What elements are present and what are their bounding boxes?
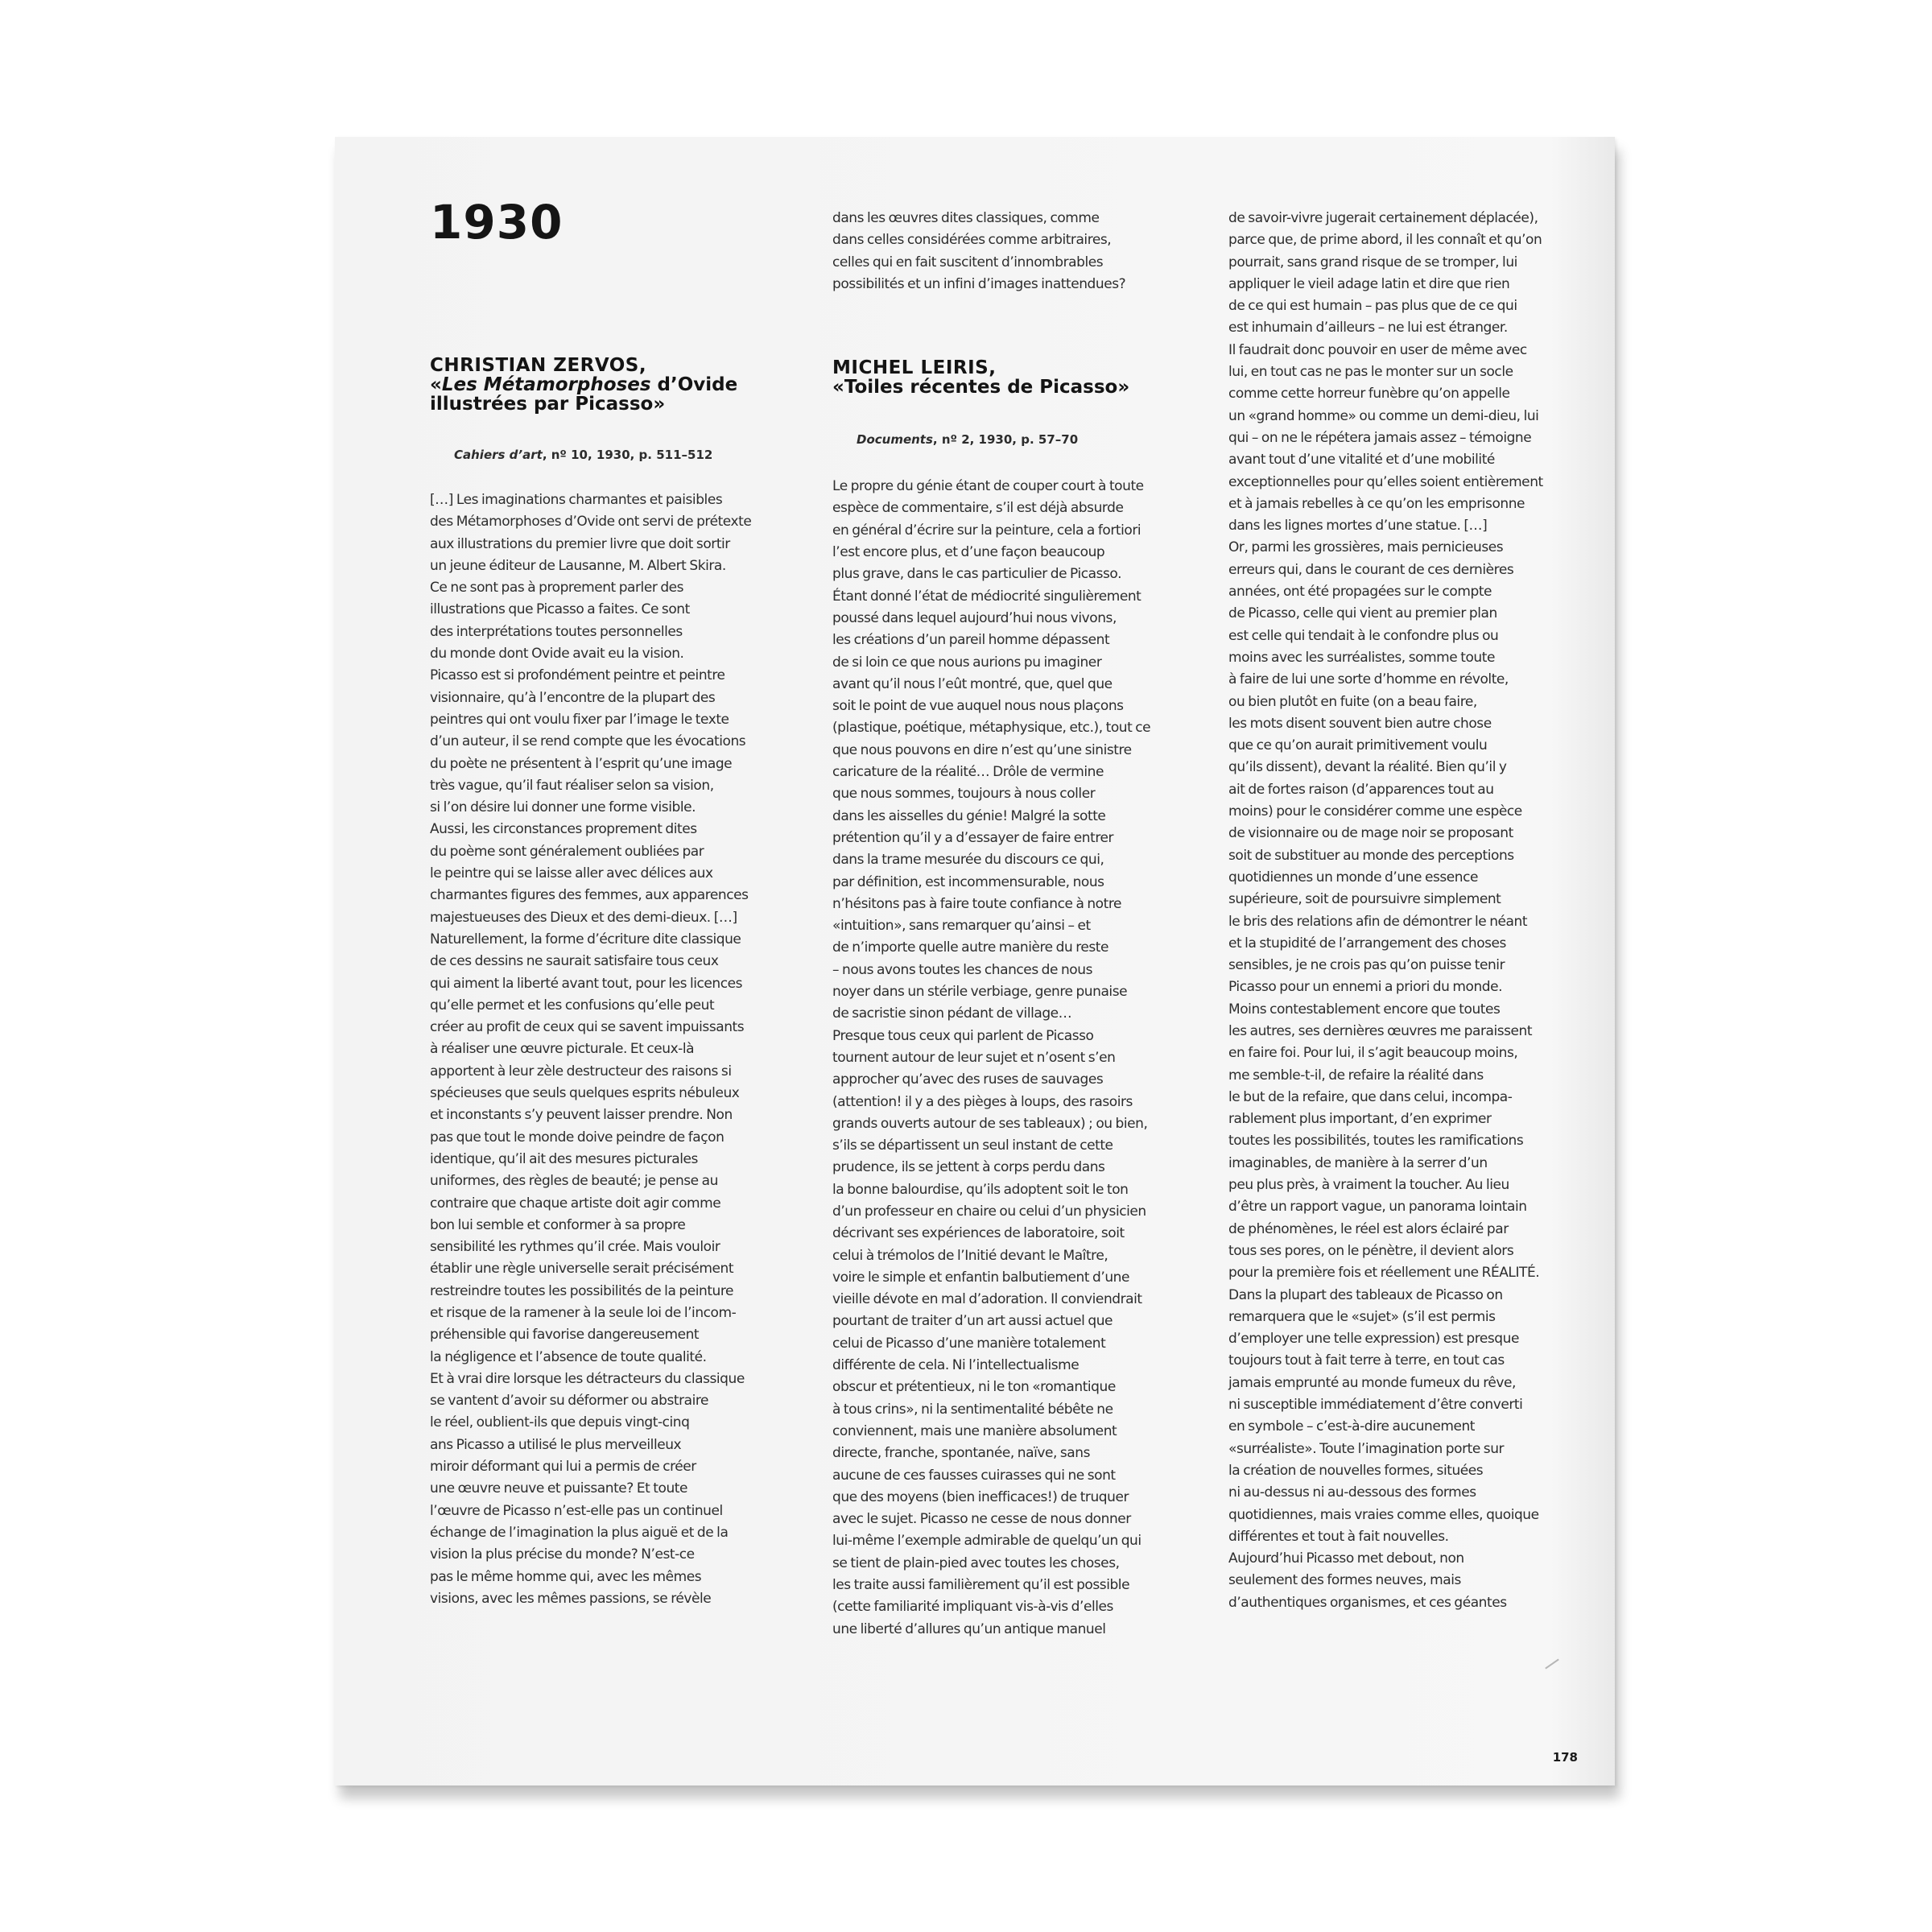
article-title: «Toiles récentes de Picasso» xyxy=(832,377,1130,398)
article-body-zervos: […] Les imaginations charmantes et paisibles des Métamorphoses d’Ovide ont servi de prétexte aux illustrations du premier livre que doit sortir un jeune éditeur de Lausanne, M. Albert Skira. Ce ne sont pas à proprement parler des illustrations que Picasso a faites. Ce sont des interprétations toutes personnelles du monde dont Ovide avait eu la vision. Picasso est si profondément peintre et peintre visionnaire, qu’à l’encontre de la plupart des peintres qui ont voulu fixer par l’image le texte d’un auteur, il se rend compte que les évocations du poète ne présentent à l’esprit qu’une image très vague, qu’il faut réaliser selon sa vision, si l’on désire lui donner une forme visible. Aussi, les circonstances proprement dites du poème sont généralement oubliées par le peintre qui se laisse aller avec délices aux charmantes figures des femmes, aux apparences majestueuses des Dieux et des demi-dieux. […] Naturellement, la forme d’écriture dite classique de ces dessins ne saurait satisfaire tous ceux qui aiment la liberté avant tout, pour les licences qu’elle permet et les confusions qu’elle peut créer au profit de ceux qui se savent impuissants à réaliser une œuvre picturale. Et ceux-là apportent à leur zèle destructeur des raisons si spécieuses que seuls quelques esprits nébuleux et inconstants s’y peuvent laisser prendre. Non pas que tout le monde doive peindre de façon identique, qu’il ait des mesures picturales uniformes, des règles de beauté; je pense au contraire que chaque artiste doit agir comme bon lui semble et conformer à sa propre sensibilité les rythmes qu’il crée. Mais vouloir établir une règle universelle serait précisément restreindre toutes les possibilités de la peinture et risque de la ramener à la seule loi de l’incom- préhensible qui favorise dangereusement la négligence et l’absence de toute qualité. Et à vrai dire lorsque les détracteurs du classique se vantent d’avoir su déformer ou abstraire le réel, oublient-ils que depuis vingt-cinq ans Picasso a utilisé le plus merveilleux miroir déformant qui lui a permis de créer une œuvre neuve et puissante? Et toute l’œuvre de Picasso n’est-elle pas un continuel échange de l’imagination la plus aiguë et de la vision la plus précise du monde? N’est-ce pas le même homme qui, avec les mêmes visions, avec les mêmes passions, se révèle xyxy=(430,492,752,1607)
article-source xyxy=(454,448,784,462)
article-body-leiris-continued: de savoir-vivre jugerait certainement déplacée), parce que, de prime abord, il les connaît et qu’on pourrait, sans grand risque de se tromper, lui appliquer le vieil adage latin et dire que rien de ce qui est humain – pas plus que de ce qui est inhumain d’ailleurs – ne lui est étranger. Il faudrait donc pouvoir en user de même avec lui, en tout cas ne pas le monter sur un socle comme cette horreur funèbre qu’on appelle un «grand homme» ou comme un demi-dieu, lui qui – on ne le répétera jamais assez – témoigne avant tout d’une vitalité et d’une mobilité exceptionnelles pour qu’elles soient entièrement et à jamais rebelles à ce qu’on les emprisonne dans les lignes mortes d’une statue. […] Or, parmi les grossières, mais pernicieuses erreurs qui, dans le courant de ces dernières années, ont été propagées sur le compte de Picasso, celle qui vient au premier plan est celle qui tendait à le confondre plus ou moins avec les surréalistes, somme toute à faire de lui une sorte d’homme en révolte, ou bien plutôt en fuite (on a beau faire, les mots disent souvent bien autre chose que ce qu’on aurait primitivement voulu qu’ils dissent), devant la réalité. Bien qu’il y ait de fortes raison (d’apparences tout au moins) pour le considérer comme une espèce de visionnaire ou de mage noir se proposant soit de substituer au monde des perceptions quotidiennes un monde d’une essence supérieure, soit de poursuivre simplement le bris des relations afin de démontrer le néant et la stupidité de l’arrangement des choses sensibles, je ne crois pas qu’on puisse tenir Picasso pour un ennemi a priori du monde. Moins contestablement encore que toutes les autres, ses dernières œuvres me paraissent en faire foi. Pour lui, il s’agit beaucoup moins, me semble-t-il, de refaire la réalité dans le but de la refaire, que dans celui, incompa- rablement plus important, d’en exprimer toutes les possibilités, toutes les ramifications imaginables, de manière à la serrer d’un peu plus près, à vraiment la toucher. Au lieu d’être un rapport vague, un panorama lointain de phénomènes, le réel est alors éclairé par tous ses pores, on le pénètre, il devient alors pour la première fois et réellement une RÉALITÉ. Dans la plupart des tableaux de Picasso on remarquera que le «sujet» (s’il est permis d’employer une telle expression) est presque toujours tout à fait terre à terre, en tout cas jamais emprunté au monde fumeux du rêve, ni susceptible immédiatement d’être converti en symbole – c’est-à-dire aucunement «surréaliste». Toute l’imagination porte sur la création de nouvelles formes, situées ni au-dessus ni au-dessous des formes quotidiennes, mais vraies comme elles, quoique différentes et tout à fait nouvelles. Aujourd’hui Picasso met debout, non seulement des formes neuves, mais d’authentiques organismes, et ces géantes xyxy=(1228,210,1543,1611)
article-title xyxy=(430,375,784,414)
article-heading-leiris xyxy=(832,358,1187,397)
source-details: , nº 2, 1930, p. 57–70 xyxy=(932,432,1079,448)
column-2 xyxy=(832,208,1187,1641)
author-name: CHRISTIAN ZERVOS, xyxy=(430,355,647,376)
year-heading: 1930 xyxy=(430,195,564,250)
title-quote-open: « xyxy=(430,374,442,395)
source-details: , nº 10, 1930, p. 511–512 xyxy=(542,448,713,462)
source-journal: Cahiers d’art xyxy=(454,448,543,462)
article-source xyxy=(857,432,1187,447)
article-body-leiris: Le propre du génie étant de couper court à toute espèce de commentaire, s’il est déjà absurde en général d’écrire sur la peinture, cela a fortiori l’est encore plus, et d’une façon beaucoup plus grave, dans le cas particulier de Picasso. Étant donné l’état de médiocrité singulièrement poussé dans lequel aujourd’hui nous vivons, les créations d’un pareil homme dépassent de si loin ce que nous aurions pu imaginer avant qu’il nous l’eût montré, que, quel que soit le point de vue auquel nous nous plaçons (plastique, poétique, métaphysique, etc.), tout ce que nous pouvons en dire n’est qu’une sinistre caricature de la réalité… Drôle de vermine que nous sommes, toujours à nous coller dans les aisselles du génie! Malgré la sotte prétention qu’il y a d’essayer de faire entrer dans la trame mesurée du discours ce qui, par définition, est incommensurable, nous n’hésitons pas à faire toute confiance à notre «intuition», sans remarquer qu’ainsi – et de n’importe quelle autre manière du reste – nous avons toutes les chances de nous noyer dans un stérile verbiage, genre punaise de sacristie sinon pédant de village… Presque tous ceux qui parlent de Picasso tournent autour de leur sujet et n’osent s’en approcher qu’avec des ruses de sauvages (attention! il y a des pièges à loups, des rasoirs grands ouverts autour de ses tableaux) ; ou bien, s’ils se départissent un seul instant de cette prudence, ils se jettent à corps perdu dans la bonne balourdise, qu’ils adoptent soit le ton d’un professeur en chaire ou celui d’un physicien décrivant ses expériences de laboratoire, soit celui à trémolos de l’Initié devant le Maître, voire le simple et enfantin balbutiement d’une vieille dévote en mal d’adoration. Il conviendrait pourtant de traiter d’un art aussi actuel que celui de Picasso d’une manière totalement différente de cela. Ni l’intellectualisme obscur et prétentieux, ni le ton «romantique à tous crins», ni la sentimentalité bébête ne conviennent, mais une manière absolument directe, franche, spontanée, naïve, sans aucune de ces fausses cuirasses qui ne sont que des moyens (bien inefficaces!) de truquer avec le sujet. Picasso ne cesse de nous donner lui-même l’exemple admirable de quelqu’un qui se tient de plain-pied avec toutes les choses, les traite aussi familièrement qu’il est possible (cette familiarité impliquant vis-à-vis d’elles une liberté d’allures qu’un antique manuel xyxy=(832,478,1151,1637)
title-italic-part: Les Métamorphoses xyxy=(441,374,651,395)
book-page xyxy=(335,137,1615,1785)
page-number: 178 xyxy=(1552,1750,1578,1765)
author-name: MICHEL LEIRIS, xyxy=(832,357,997,379)
source-journal: Documents xyxy=(857,432,933,448)
article-body-zervos-continued: dans les œuvres dites classiques, comme dans celles considérées comme arbitraires, celles qui en fait suscitent d’innombrables possibilités et un infini d’images inattendues? xyxy=(832,210,1126,292)
title-rest: d’Ovide illustrées par Picasso» xyxy=(430,374,738,415)
column-3 xyxy=(1228,208,1583,1614)
column-1 xyxy=(430,356,784,1610)
paper-mark xyxy=(1545,1658,1559,1669)
article-heading-zervos xyxy=(430,356,784,414)
